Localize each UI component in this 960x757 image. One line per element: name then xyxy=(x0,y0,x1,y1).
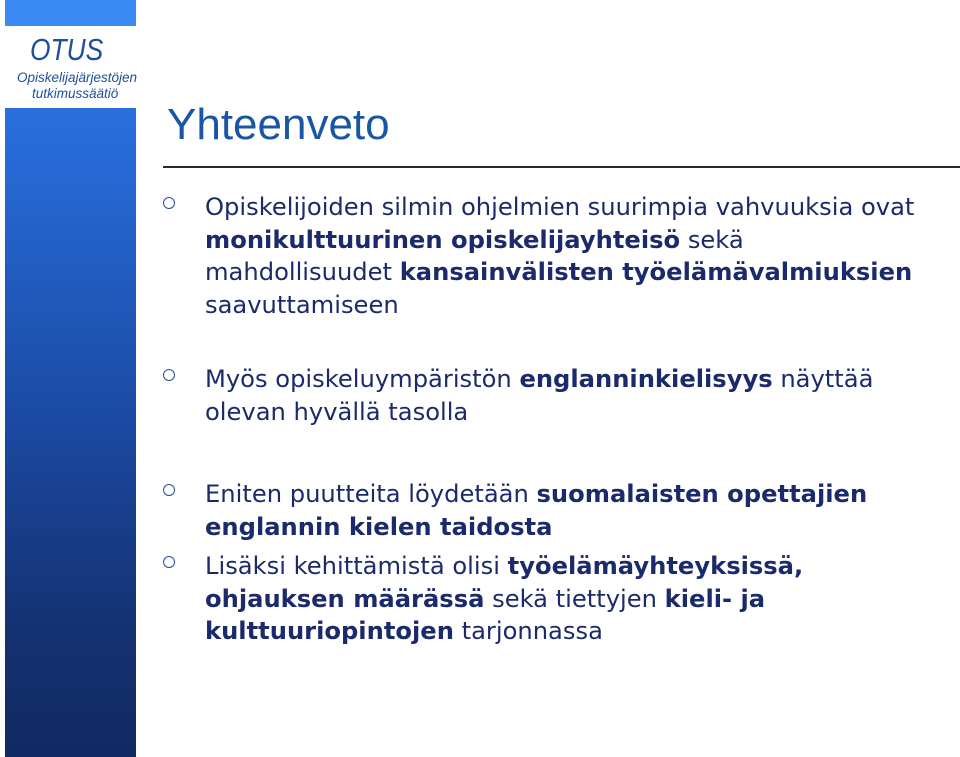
bullet-run: Eniten puutteita löydetään xyxy=(205,480,537,508)
bullet-text xyxy=(205,191,935,322)
bullet-run: sekä mahdollisuudet xyxy=(205,225,744,287)
bullet-run: Opiskelijoiden silmin ohjelmien suurimpia vahvuuksia ovat xyxy=(205,193,915,221)
bullet-emphasis: englanninkielisyys xyxy=(519,365,773,393)
bullet-run: Myös opiskeluympäristön xyxy=(205,365,520,393)
bullet-emphasis: monikulttuurinen opiskelijayhteisö xyxy=(205,225,681,254)
bullet-run: näyttää olevan hyvällä tasolla xyxy=(205,365,874,426)
sidebar-band xyxy=(5,0,136,757)
bullet-emphasis: kansainvälisten työelämävalmiuksien xyxy=(399,258,913,287)
bullet-run: tarjonnassa xyxy=(453,617,603,646)
title-divider xyxy=(163,166,960,168)
logo-wordmark: OTUS xyxy=(30,32,104,67)
bullet-circle-icon xyxy=(163,484,175,496)
bullet-run: sekä tiettyjen xyxy=(484,584,665,613)
bullet-circle-icon xyxy=(163,556,175,568)
sidebar-top-tab xyxy=(5,0,136,26)
bullet-run: saavuttamiseen xyxy=(205,291,399,320)
bullet-emphasis: työelämäyhteyksissä, ohjauksen määrässä xyxy=(205,552,804,613)
bullet-text xyxy=(205,550,935,648)
bullet-text xyxy=(205,363,935,428)
logo-subtitle-line1: Opiskelijajärjestöjen xyxy=(17,70,138,85)
bullet-emphasis: kieli- ja kulttuuriopintojen xyxy=(205,584,766,646)
bullet-run: Lisäksi kehittämistä olisi xyxy=(205,552,508,580)
bullet-circle-icon xyxy=(163,197,175,209)
logo-subtitle-line2: tutkimussäätiö xyxy=(32,86,119,101)
bullet-circle-icon xyxy=(163,369,175,381)
bullet-emphasis: suomalaisten opettajien englannin kielen taidosta xyxy=(205,480,868,541)
bullet-text xyxy=(205,478,935,543)
slide-title: Yhteenveto xyxy=(167,100,390,149)
